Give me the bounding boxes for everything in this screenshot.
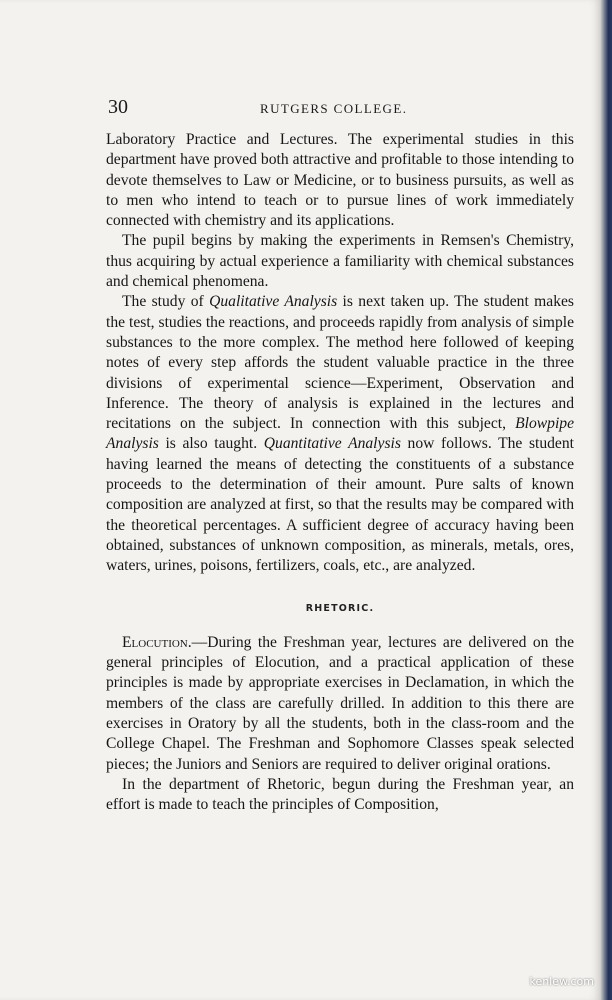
text-run: now follows. The student having learned the means of detecting the constituents of a substance proceeds to the determination of their amount. Pure salts of known composition are analyzed at first, so that the results may be compared with the theoretical percentages. A sufficient degree of accuracy having been obtained, substances of unknown composition, as minerals, metals, ores, waters, urines, poisons, fertilizers, coals, etc., are analyzed. [106, 435, 574, 575]
watermark: kenlew.com [529, 975, 594, 988]
italic-term-blowpipe-analysis: Blowpipe Analysis [106, 415, 574, 453]
text-run: is also taught. [158, 435, 264, 453]
section-heading-rhetoric: RHETORIC. [305, 602, 375, 614]
text-run: —During the Freshman year, lectures are delivered on the general principles of Elocution, and a practical application of these principles is made by appropriate exercises in Declamation, in which the members of the class are carefully drilled. In addition to this there are exercises in Oratory by all the students, both in the class-room and the College Chapel. The Freshman and Sophomore Classes speak selected pieces; the Juniors and Seniors are required to deliver original orations. [106, 633, 574, 773]
italic-term-quantitative-analysis: Quantitative Analysis [263, 435, 401, 453]
page-number: 30 [108, 96, 128, 118]
paragraph-remsens-chemistry: The pupil begins by making the experiments in Remsen's Chemistry, thus acquiring by actual experience a familiarity with chemical substances and chemical phenomena. [106, 232, 574, 291]
paragraph-rhetoric-department: In the department of Rhetoric, begun during the Freshman year, an effort is made to teach the principles of Composition, [106, 775, 574, 814]
running-title: RUTGERS COLLEGE. [260, 101, 408, 116]
lead-term-elocution: Elocution. [122, 633, 192, 651]
text-run: The study of [122, 293, 210, 311]
italic-term-qualitative-analysis: Qualitative Analysis [209, 293, 338, 311]
text-run: is next taken up. The student makes the test, studies the reactions, and proceeds rapidly from analysis of simple substances to the more complex. The method here followed of keeping notes of every step affords the student valuable practice in the three divisions of experimental science—Experiment, Observation and Inference. The theory of analysis is explained in the lectures and recitations on the subject. In connection with this subject, [106, 293, 574, 433]
book-cover-edge [600, 0, 612, 1000]
paragraph-elocution [106, 633, 574, 775]
body-text [106, 130, 574, 816]
paragraph-qualitative-analysis [106, 292, 574, 576]
paragraph-laboratory-practice: Laboratory Practice and Lectures. The experimental studies in this department have proved both attractive and profitable to those intending to devote themselves to Law or Medicine, or to business pursuits, as well as to men who intend to teach or to pursue lines of work immediately connected with chemistry and its applications. [106, 131, 574, 230]
page-header [108, 96, 576, 122]
